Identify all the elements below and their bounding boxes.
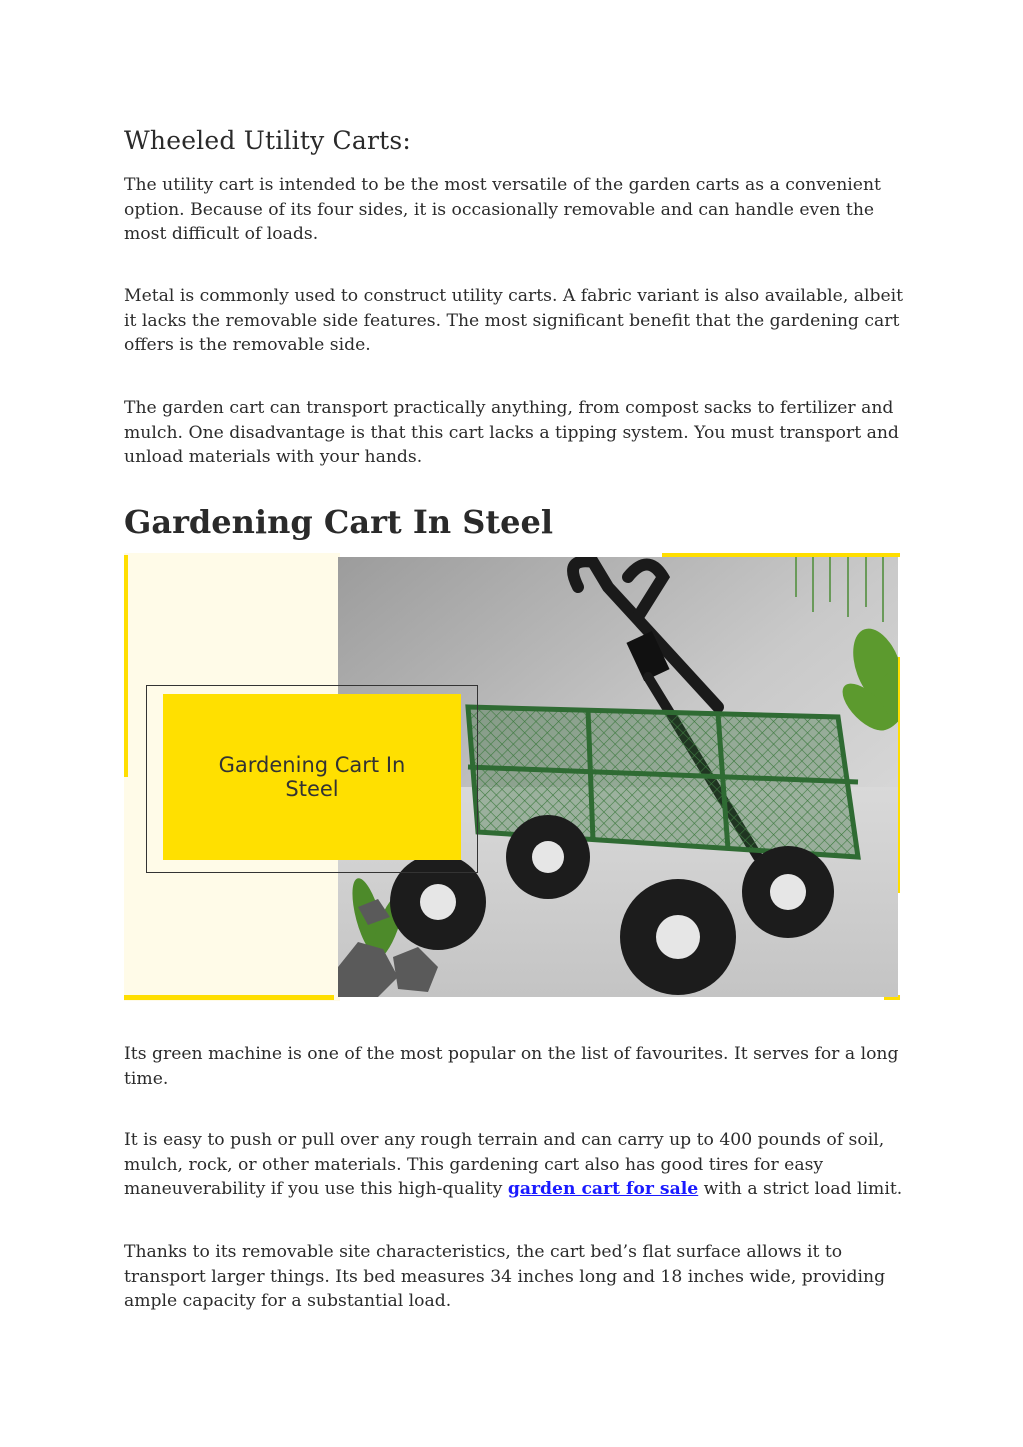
garden-cart-for-sale-link[interactable]: garden cart for sale — [507, 1179, 699, 1199]
section-heading-utility-carts: Wheeled Utility Carts: — [124, 126, 412, 155]
caption-box — [163, 694, 461, 860]
yellow-accent-bar — [124, 995, 334, 1000]
paragraph-bed-size: Thanks to its removable site characteristics, the cart bed’s flat surface allows it to transport larger things. Its bed measures 34 inches long and 18 inches wide, providing ample capacity for a substantial load. — [124, 1242, 886, 1311]
cart-feature-image — [124, 553, 900, 1001]
yellow-accent-bar — [124, 555, 128, 777]
paragraph-green-machine: Its green machine is one of the most popular on the list of favourites. It serves for a long time. — [124, 1044, 899, 1089]
text-segment: with a strict load limit. — [698, 1179, 903, 1199]
section-heading-steel-cart: Gardening Cart In Steel — [124, 503, 553, 541]
paragraph-terrain — [124, 1128, 904, 1202]
paragraph-metal-construction: Metal is commonly used to construct utility carts. A fabric variant is also available, albeit it lacks the removable side features. The most significant benefit that the gardening cart offers is the removable side. — [124, 286, 904, 355]
text-segment: It is easy to push or pull over any rough terrain and can carry up to 400 pounds of soil, mulch, rock, or other materials. This gardening cart also has good tires for easy maneuverability if you use this high-quality — [124, 1130, 885, 1199]
paragraph-utility-intro: The utility cart is intended to be the most versatile of the garden carts as a convenient option. Because of its four sides, it is occasionally removable and can handle even the most difficult of loads. — [124, 175, 881, 244]
image-caption: Gardening Cart In Steel — [218, 753, 406, 801]
paragraph-transport: The garden cart can transport practically anything, from compost sacks to fertilizer and mulch. One disadvantage is that this cart lacks a tipping system. You must transport and unload materials with your hands. — [124, 398, 899, 467]
